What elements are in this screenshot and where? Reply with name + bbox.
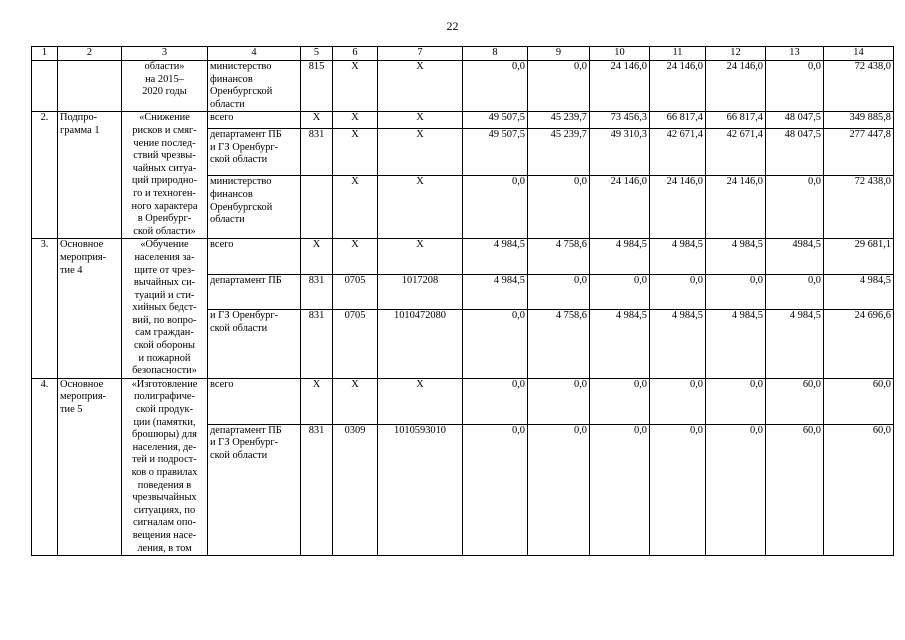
text-line: всего [210, 239, 234, 251]
value-cell: 0,0 [528, 274, 590, 310]
text-line: ской области [210, 154, 268, 166]
text-line: 2020 годы [142, 86, 187, 98]
text-line: чение послед- [133, 137, 196, 149]
text-line: ления, в том [137, 542, 192, 554]
code-c7: 1010593010 [378, 424, 463, 555]
column-header: 7 [378, 47, 463, 61]
code-c5: Х [301, 112, 333, 129]
value-cell: 0,0 [766, 61, 824, 112]
column-header: 9 [528, 47, 590, 61]
table-row [32, 378, 894, 424]
text-line: департамент ПБ [210, 274, 282, 286]
text-line: рисков и смяг- [132, 124, 197, 136]
value-cell: 24 146,0 [650, 61, 706, 112]
text-line: министерство [210, 61, 272, 72]
value-cell: 277 447,8 [824, 129, 894, 176]
value-cell: 66 817,4 [650, 112, 706, 129]
program-description [122, 239, 208, 379]
text-line: ской области» [133, 225, 196, 237]
executor [208, 378, 301, 424]
value-cell: 24 146,0 [590, 61, 650, 112]
code-c6: Х [333, 61, 378, 112]
value-cell: 48 047,5 [766, 129, 824, 176]
column-header: 6 [333, 47, 378, 61]
executor [208, 239, 301, 275]
value-cell: 0,0 [528, 176, 590, 239]
value-cell: 0,0 [463, 424, 528, 555]
code-c5: 831 [301, 424, 333, 555]
text-line: департамент ПБ [210, 424, 282, 436]
text-line: щите от чрез- [134, 264, 195, 276]
table-row [32, 239, 894, 275]
page-number: 22 [446, 19, 459, 33]
executor [208, 424, 301, 555]
column-header: 14 [824, 47, 894, 61]
text-line: и ГЗ Оренбург- [210, 437, 279, 449]
code-c7: Х [378, 239, 463, 275]
executor [208, 112, 301, 129]
table-body [32, 61, 894, 556]
value-cell: 0,0 [706, 274, 766, 310]
code-c5: 831 [301, 129, 333, 176]
text-line: Основное [60, 378, 104, 390]
text-line: «Снижение [139, 112, 190, 124]
text-line: Подпро- [60, 112, 98, 124]
executor [208, 274, 301, 310]
text-line: области [210, 98, 245, 110]
text-line: «Обучение [140, 239, 189, 251]
code-c7: 1010472080 [378, 310, 463, 378]
program-description [122, 112, 208, 239]
text-line: ской области [210, 450, 268, 462]
value-cell: 24 696,6 [824, 310, 894, 378]
column-header: 12 [706, 47, 766, 61]
text-line: ствий чрезвы- [133, 150, 196, 162]
code-c6: 0705 [333, 274, 378, 310]
text-line: мероприя- [60, 251, 107, 263]
code-c5: 815 [301, 61, 333, 112]
code-c6: Х [333, 129, 378, 176]
text-line: ситуациях, по [133, 504, 196, 516]
text-line: го и техноген- [133, 187, 196, 199]
program-name [58, 61, 122, 112]
text-line: полиграфиче- [133, 391, 196, 403]
value-cell: 4 984,5 [590, 310, 650, 378]
code-c6: Х [333, 112, 378, 129]
value-cell: 349 885,8 [824, 112, 894, 129]
text-line: всего [210, 378, 234, 390]
column-header: 3 [122, 47, 208, 61]
text-line: ской области [210, 322, 268, 334]
table-row [32, 112, 894, 129]
value-cell: 4 758,6 [528, 310, 590, 378]
text-line: ции (памятки, [133, 416, 196, 428]
value-cell: 29 681,1 [824, 239, 894, 275]
value-cell: 45 239,7 [528, 129, 590, 176]
row-number: 4. [32, 378, 58, 555]
text-line: грамма 1 [60, 124, 100, 136]
text-line: «Изготовление [131, 378, 198, 390]
text-line: финансов [210, 73, 253, 85]
column-header: 4 [208, 47, 301, 61]
value-cell: 49 310,3 [590, 129, 650, 176]
program-description [122, 378, 208, 555]
value-cell: 0,0 [590, 424, 650, 555]
text-line: министерство [210, 176, 272, 188]
value-cell: 0,0 [590, 274, 650, 310]
value-cell: 4 984,5 [590, 239, 650, 275]
program-name [58, 378, 122, 555]
column-header: 2 [58, 47, 122, 61]
executor [208, 129, 301, 176]
value-cell: 0,0 [463, 61, 528, 112]
text-line: сам граждан- [135, 327, 194, 339]
executor [208, 176, 301, 239]
value-cell: 4 984,5 [650, 239, 706, 275]
text-line: области» [144, 61, 185, 72]
value-cell: 0,0 [528, 61, 590, 112]
value-cell: 60,0 [824, 378, 894, 424]
text-line: вещения насе- [132, 529, 197, 541]
text-line: департамент ПБ [210, 129, 282, 140]
text-line: чрезвычайных [132, 492, 197, 504]
text-line: тие 5 [60, 404, 83, 416]
value-cell: 4 984,5 [463, 274, 528, 310]
column-header: 10 [590, 47, 650, 61]
table-header [32, 47, 894, 61]
text-line: и ГЗ Оренбург- [210, 310, 279, 322]
text-line: тей и подрост- [132, 454, 197, 466]
text-line: тие 4 [60, 264, 83, 276]
text-line: брошюры) для [132, 429, 197, 441]
value-cell: 72 438,0 [824, 176, 894, 239]
code-c5: 831 [301, 310, 333, 378]
header-row [32, 47, 894, 61]
text-line: безопасности» [132, 365, 197, 377]
text-line: хийных бедст- [132, 302, 197, 314]
value-cell: 4 984,5 [706, 310, 766, 378]
value-cell: 0,0 [706, 424, 766, 555]
value-cell: 0,0 [766, 274, 824, 310]
value-cell: 0,0 [528, 424, 590, 555]
code-c7: Х [378, 61, 463, 112]
text-line: ской продук- [135, 404, 194, 416]
text-line: вий, по вопро- [132, 314, 197, 326]
value-cell: 0,0 [650, 274, 706, 310]
text-line: и пожарной [138, 352, 191, 364]
text-line: области [210, 214, 245, 226]
text-line: Оренбургской [210, 201, 273, 213]
text-line: чайных ситуа- [132, 162, 197, 174]
text-line: и ГЗ Оренбург- [210, 141, 279, 153]
table-row [32, 61, 894, 112]
value-cell: 24 146,0 [706, 176, 766, 239]
value-cell: 4 984,5 [766, 310, 824, 378]
value-cell: 0,0 [766, 176, 824, 239]
budget-table [31, 46, 894, 556]
value-cell: 60,0 [766, 424, 824, 555]
program-name [58, 239, 122, 379]
row-number [32, 61, 58, 112]
value-cell: 0,0 [650, 424, 706, 555]
code-c6: 0309 [333, 424, 378, 555]
value-cell: 24 146,0 [590, 176, 650, 239]
text-line: ного характера [131, 200, 198, 212]
text-line: населения, де- [132, 441, 197, 453]
text-line: в Оренбург- [137, 213, 192, 225]
text-line: поведения в [137, 479, 192, 491]
text-line: Оренбургской [210, 86, 273, 98]
code-c7: 1017208 [378, 274, 463, 310]
text-line: ков о правилах [131, 467, 198, 478]
value-cell: 4 984,5 [824, 274, 894, 310]
row-number: 2. [32, 112, 58, 239]
value-cell: 0,0 [706, 378, 766, 424]
program-name [58, 112, 122, 239]
code-c5: Х [301, 378, 333, 424]
code-c7: Х [378, 378, 463, 424]
text-line: всего [210, 112, 234, 124]
value-cell: 0,0 [590, 378, 650, 424]
value-cell: 24 146,0 [650, 176, 706, 239]
code-c6: Х [333, 378, 378, 424]
code-c5: 831 [301, 274, 333, 310]
text-line: ской обороны [133, 340, 196, 352]
value-cell: 60,0 [824, 424, 894, 555]
text-line: ций природно- [131, 175, 198, 187]
executor [208, 61, 301, 112]
value-cell: 0,0 [528, 378, 590, 424]
code-c7: Х [378, 129, 463, 176]
value-cell: 0,0 [463, 310, 528, 378]
value-cell: 4984,5 [766, 239, 824, 275]
code-c7: Х [378, 176, 463, 239]
value-cell: 72 438,0 [824, 61, 894, 112]
value-cell: 4 984,5 [463, 239, 528, 275]
value-cell: 48 047,5 [766, 112, 824, 129]
value-cell: 66 817,4 [706, 112, 766, 129]
row-number: 3. [32, 239, 58, 379]
value-cell: 0,0 [463, 176, 528, 239]
value-cell: 49 507,5 [463, 129, 528, 176]
text-line: мероприя- [60, 391, 107, 403]
value-cell: 42 671,4 [650, 129, 706, 176]
column-header: 13 [766, 47, 824, 61]
executor [208, 310, 301, 378]
text-line: сигналам опо- [132, 517, 197, 529]
text-line: вычайных си- [133, 277, 196, 289]
text-line: туаций и сти- [134, 289, 195, 301]
value-cell: 49 507,5 [463, 112, 528, 129]
program-description [122, 61, 208, 112]
code-c5: Х [301, 239, 333, 275]
value-cell: 45 239,7 [528, 112, 590, 129]
text-line: финансов [210, 189, 253, 201]
value-cell: 73 456,3 [590, 112, 650, 129]
column-header: 1 [32, 47, 58, 61]
text-line: населения за- [134, 251, 195, 263]
code-c6: Х [333, 176, 378, 239]
value-cell: 4 984,5 [650, 310, 706, 378]
value-cell: 4 758,6 [528, 239, 590, 275]
value-cell: 0,0 [650, 378, 706, 424]
code-c7: Х [378, 112, 463, 129]
column-header: 8 [463, 47, 528, 61]
column-header: 11 [650, 47, 706, 61]
value-cell: 24 146,0 [706, 61, 766, 112]
value-cell: 0,0 [463, 378, 528, 424]
code-c6: 0705 [333, 310, 378, 378]
text-line: на 2015– [145, 73, 184, 85]
column-header: 5 [301, 47, 333, 61]
value-cell: 42 671,4 [706, 129, 766, 176]
value-cell: 60,0 [766, 378, 824, 424]
text-line: Основное [60, 239, 104, 251]
value-cell: 4 984,5 [706, 239, 766, 275]
code-c6: Х [333, 239, 378, 275]
code-c5 [301, 176, 333, 239]
